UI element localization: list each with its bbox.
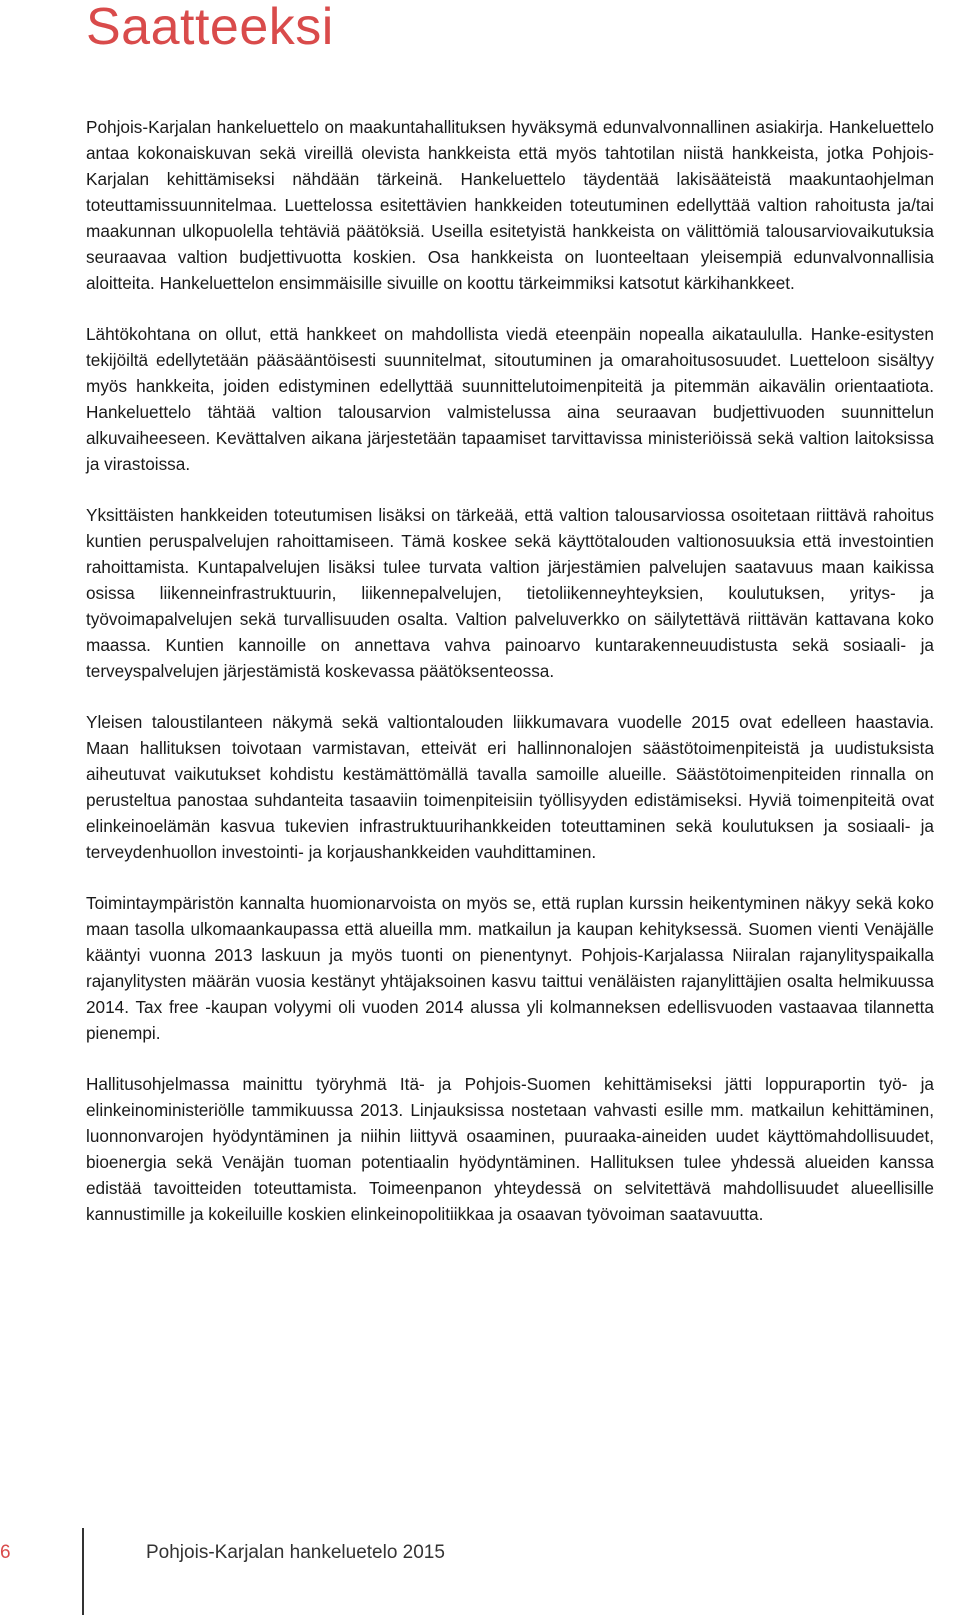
body-text (86, 114, 934, 1252)
page-number: 6 (0, 1542, 11, 1563)
paragraph-3: Yksittäisten hankkeiden toteutumisen lisäksi on tärkeää, että valtion talousarviossa osoitetaan riittävä rahoitus kuntien peruspalvelujen rahoittamiseen. Tämä koskee sekä käyttötalouden valtionosuuksia että investointien rahoittamista. Kuntapalvelujen lisäksi tulee turvata valtion järjestämien palvelujen saatavuus maan kaikissa osissa liikenneinfrastruktuurin, liikennepalvelujen, tietoliikenneyhteyksien, koulutuksen, yritys- ja työvoimapalvelujen sekä turvallisuuden osalta. Valtion palveluverkko on säilytettävä riittävän kattavana koko maassa. Kuntien kannoille on annettava vahva painoarvo kuntarakenneuudistusta sekä sosiaali- ja terveyspalvelujen järjestämistä koskevassa päätöksenteossa. (86, 505, 934, 681)
paragraph-2: Lähtökohtana on ollut, että hankkeet on mahdollista viedä eteenpäin nopealla aikataululla. Hanke-esitysten tekijöiltä edellytetään pääsääntöisesti suunnitelmat, sitoutuminen ja omarahoitusosuudet. Luetteloon sisältyy myös hankkeita, joiden edistyminen edellyttää suunnittelutoimenpiteitä ja pitemmän aikavälin orientaatiota. Hankeluettelo tähtää valtion talousarvion valmistelussa aina seuraavan budjettivuoden suunnittelun alkuvaiheeseen. Kevättalven aikana järjestetään tapaamiset tarvittavissa ministeriöissä sekä valtion laitoksissa ja virastoissa. (86, 324, 934, 474)
footer-divider (82, 1528, 84, 1615)
paragraph-5: Toimintaympäristön kannalta huomionarvoista on myös se, että ruplan kurssin heikentyminen näkyy sekä koko maan tasolla ulkomaankaupassa että alueilla mm. matkailun ja kaupan kehityksessä. Suomen vienti Venäjälle kääntyi vuonna 2013 laskuun ja myös tuonti on pienentynyt. Pohjois-Karjalassa Niiralan rajanylityspaikalla rajanylitysten määrän vuosia kestänyt yhtäjaksoinen kasvu taittui venäläisten rajanylittäjien osalta helmikuussa 2014. Tax free -kaupan volyymi oli vuoden 2014 alussa yli kolmanneksen edellisvuoden vastaavaa tilannetta pienempi. (86, 893, 934, 1043)
paragraph-6: Hallitusohjelmassa mainittu työryhmä Itä- ja Pohjois-Suomen kehittämiseksi jätti loppuraportin työ- ja elinkeinoministeriölle tammikuussa 2013. Linjauksissa nostetaan vahvasti esille mm. matkailun kehittäminen, luonnonvarojen hyödyntäminen ja niihin liittyvä osaaminen, puuraaka-aineiden uudet käyttömahdollisuudet, bioenergia sekä Venäjän tuoman potentiaalin hyödyntäminen. Hallituksen tulee yhdessä alueiden kanssa edistää tavoitteiden toteuttamista. Toimeenpanon yhteydessä on selvitettävä mahdollisuudet alueellisille kannustimille ja kokeiluille koskien elinkeinopolitiikkaa ja osaavan työvoiman saatavuutta. (86, 1074, 934, 1224)
paragraph-4: Yleisen taloustilanteen näkymä sekä valtiontalouden liikkumavara vuodelle 2015 ovat edelleen haastavia. Maan hallituksen toivotaan varmistavan, etteivät eri hallinnonalojen säästötoimenpiteistä ja uudistuksista aiheutuvat vaikutukset kohdistu kestämättömällä tavalla samoille alueille. Säästötoimenpiteiden rinnalla on perusteltua panostaa suhdanteita tasaaviin toimenpiteisiin työllisyyden edistämiseksi. Hyviä toimenpiteitä ovat elinkeinoelämän kasvua tukevien infrastruktuurihankkeiden toteuttaminen sekä koulutuksen ja sosiaali- ja terveydenhuollon investointi- ja korjaushankkeiden vauhdittaminen. (86, 712, 934, 862)
footer-publication-title: Pohjois-Karjalan hankeluetelo 2015 (146, 1542, 445, 1563)
paragraph-1: Pohjois-Karjalan hankeluettelo on maakuntahallituksen hyväksymä edunvalvonnallinen asiakirja. Hankeluettelo antaa kokonaiskuvan sekä vireillä olevista hankkeista että myös tahtotilan niistä hankkeista, jotka Pohjois-Karjalan kehittämiseksi nähdään tärkeinä. Hankeluettelo täydentää lakisääteistä maakuntaohjelman toteuttamissuunnitelmaa. Luettelossa esitettävien hankkeiden toteutuminen edellyttää valtion rahoitusta ja/tai maakunnan ulkopuolella tehtäviä päätöksiä. Useilla esitetyistä hankkeista on välittömiä talousarviovaikutuksia seuraavaa valtion budjettivuotta koskien. Osa hankkeista on luonteeltaan yleisempiä edunvalvonnallisia aloitteita. Hankeluettelon ensimmäisille sivuille on koottu tärkeimmiksi katsotut kärkihankkeet. (86, 117, 934, 293)
page-title: Saatteeksi (86, 0, 334, 56)
